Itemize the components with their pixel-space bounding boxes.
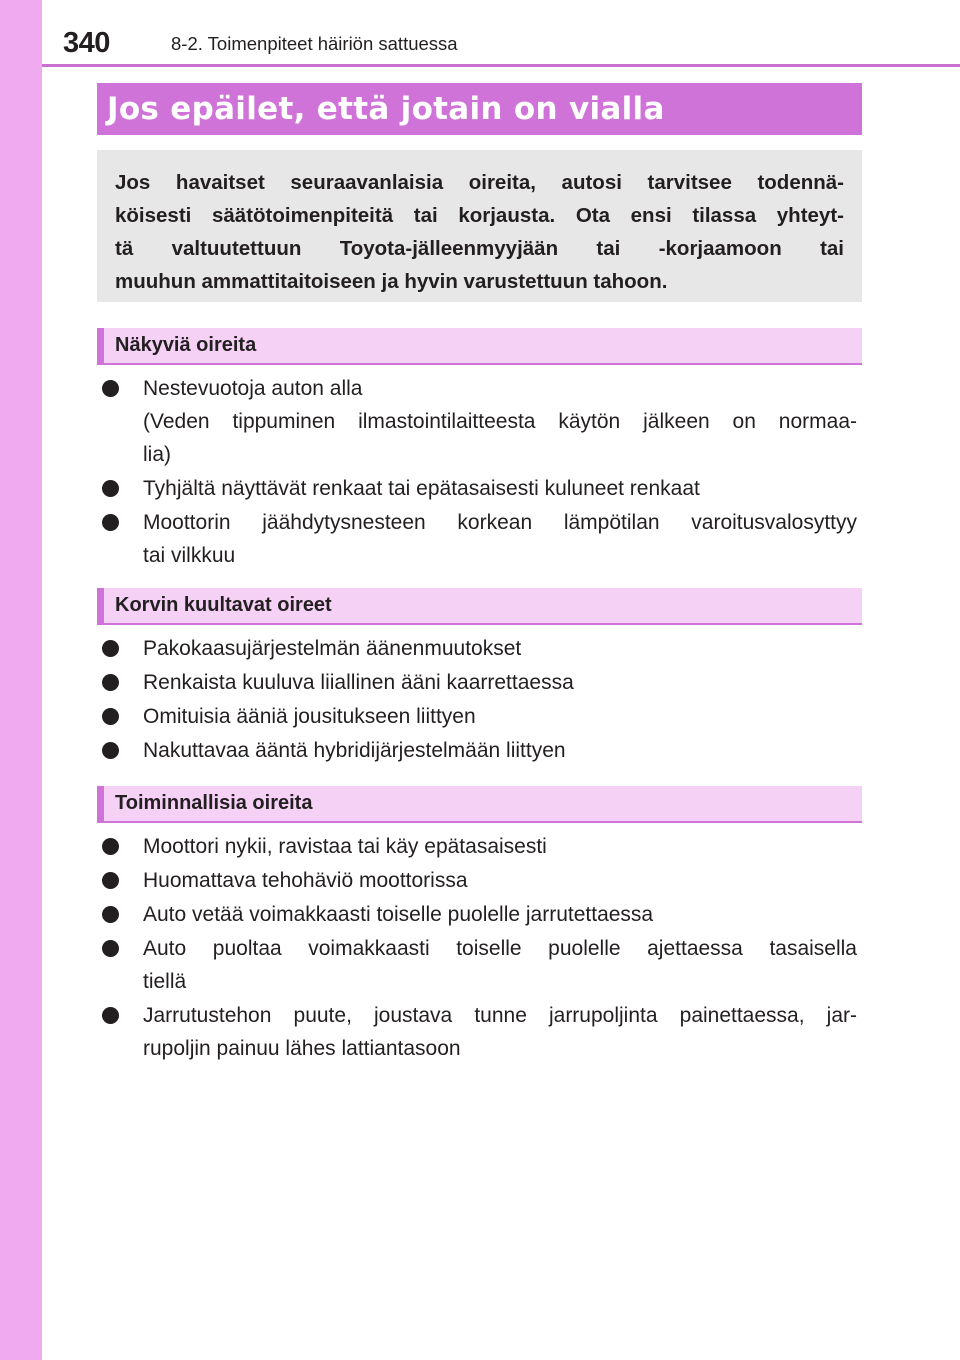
- subheading-text: Korvin kuultavat oireet: [115, 594, 332, 616]
- list-item-line: Auto vetää voimakkaasti toiselle puolelle jarrutettaessa: [143, 903, 654, 926]
- bullet-icon: [102, 380, 119, 397]
- list-item-line: Moottori nykii, ravistaa tai käy epätasaisesti: [143, 835, 547, 858]
- subheading-text: Näkyviä oireita: [115, 334, 257, 356]
- list-item: [97, 898, 857, 931]
- subheading-functional-symptoms: [97, 786, 862, 823]
- bullet-icon: [102, 872, 119, 889]
- intro-line: Jos havaitset seuraavanlaisia oireita, autosi tarvitsee todennä-: [115, 171, 844, 194]
- list-item-line: Nakuttavaa ääntä hybridijärjestelmään liittyen: [143, 739, 566, 762]
- list-item: [97, 700, 857, 733]
- intro-box: [97, 150, 862, 302]
- list-item-line: Auto puoltaa voimakkaasti toiselle puolelle ajettaessa tasaisella: [143, 937, 857, 960]
- list-item-line: Tyhjältä näyttävät renkaat tai epätasaisesti kuluneet renkaat: [143, 477, 700, 500]
- bullet-icon: [102, 742, 119, 759]
- bullet-icon: [102, 1007, 119, 1024]
- page-title: [97, 83, 862, 135]
- list-item-line: Pakokaasujärjestelmän äänenmuutokset: [143, 637, 522, 660]
- list-item: [97, 506, 857, 572]
- list-item-line: Jarrutustehon puute, joustava tunne jarrupoljinta painettaessa, jar-: [143, 1004, 857, 1027]
- list-item-line: Moottorin jäähdytysnesteen korkean lämpötilan varoitusvalosyttyy: [143, 511, 857, 534]
- intro-line: tä valtuutettuun Toyota-jälleenmyyjään tai -korjaamoon tai: [115, 237, 844, 260]
- list-item: [97, 666, 857, 699]
- list-item-line: tiellä: [143, 970, 187, 993]
- side-tab-bar: [0, 0, 42, 1360]
- list-item: [97, 864, 857, 897]
- page-title-text: Jos epäilet, että jotain on vialla: [107, 91, 665, 127]
- list-item: [97, 372, 857, 471]
- intro-paragraph: [115, 166, 844, 298]
- bullet-icon: [102, 480, 119, 497]
- intro-line: köisesti säätötoimenpiteitä tai korjausta. Ota ensi tilassa yhteyt-: [115, 204, 844, 227]
- list-item-line: Renkaista kuuluva liiallinen ääni kaarrettaessa: [143, 671, 574, 694]
- bullet-icon: [102, 906, 119, 923]
- visible-symptoms-list: [97, 372, 857, 573]
- bullet-icon: [102, 640, 119, 657]
- list-item-line: Omituisia ääniä jousitukseen liittyen: [143, 705, 476, 728]
- list-item-line: Huomattava tehohäviö moottorissa: [143, 869, 468, 892]
- bullet-icon: [102, 940, 119, 957]
- page-number: 340: [63, 27, 110, 59]
- bullet-icon: [102, 838, 119, 855]
- bullet-icon: [102, 674, 119, 691]
- section-path: 8-2. Toimenpiteet häiriön sattuessa: [171, 33, 458, 54]
- subheading-text: Toiminnallisia oireita: [115, 792, 313, 814]
- bullet-icon: [102, 708, 119, 725]
- header-rule: [42, 64, 960, 67]
- list-item-line: rupoljin painuu lähes lattiantasoon: [143, 1037, 461, 1060]
- functional-symptoms-list: [97, 830, 857, 1066]
- list-item: [97, 472, 857, 505]
- list-item-line: Nestevuotoja auton alla: [143, 377, 363, 400]
- subheading-audible-symptoms: [97, 588, 862, 625]
- list-item: [97, 932, 857, 998]
- list-item-line: tai vilkkuu: [143, 544, 236, 567]
- list-item: [97, 632, 857, 665]
- list-item: [97, 830, 857, 863]
- subheading-visible-symptoms: [97, 328, 862, 365]
- list-item: [97, 734, 857, 767]
- audible-symptoms-list: [97, 632, 857, 768]
- list-item-line: (Veden tippuminen ilmastointilaitteesta käytön jälkeen on normaa-: [143, 410, 857, 433]
- intro-line: muuhun ammattitaitoiseen ja hyvin varustettuun tahoon.: [115, 270, 668, 293]
- list-item: [97, 999, 857, 1065]
- bullet-icon: [102, 514, 119, 531]
- list-item-line: lia): [143, 443, 172, 466]
